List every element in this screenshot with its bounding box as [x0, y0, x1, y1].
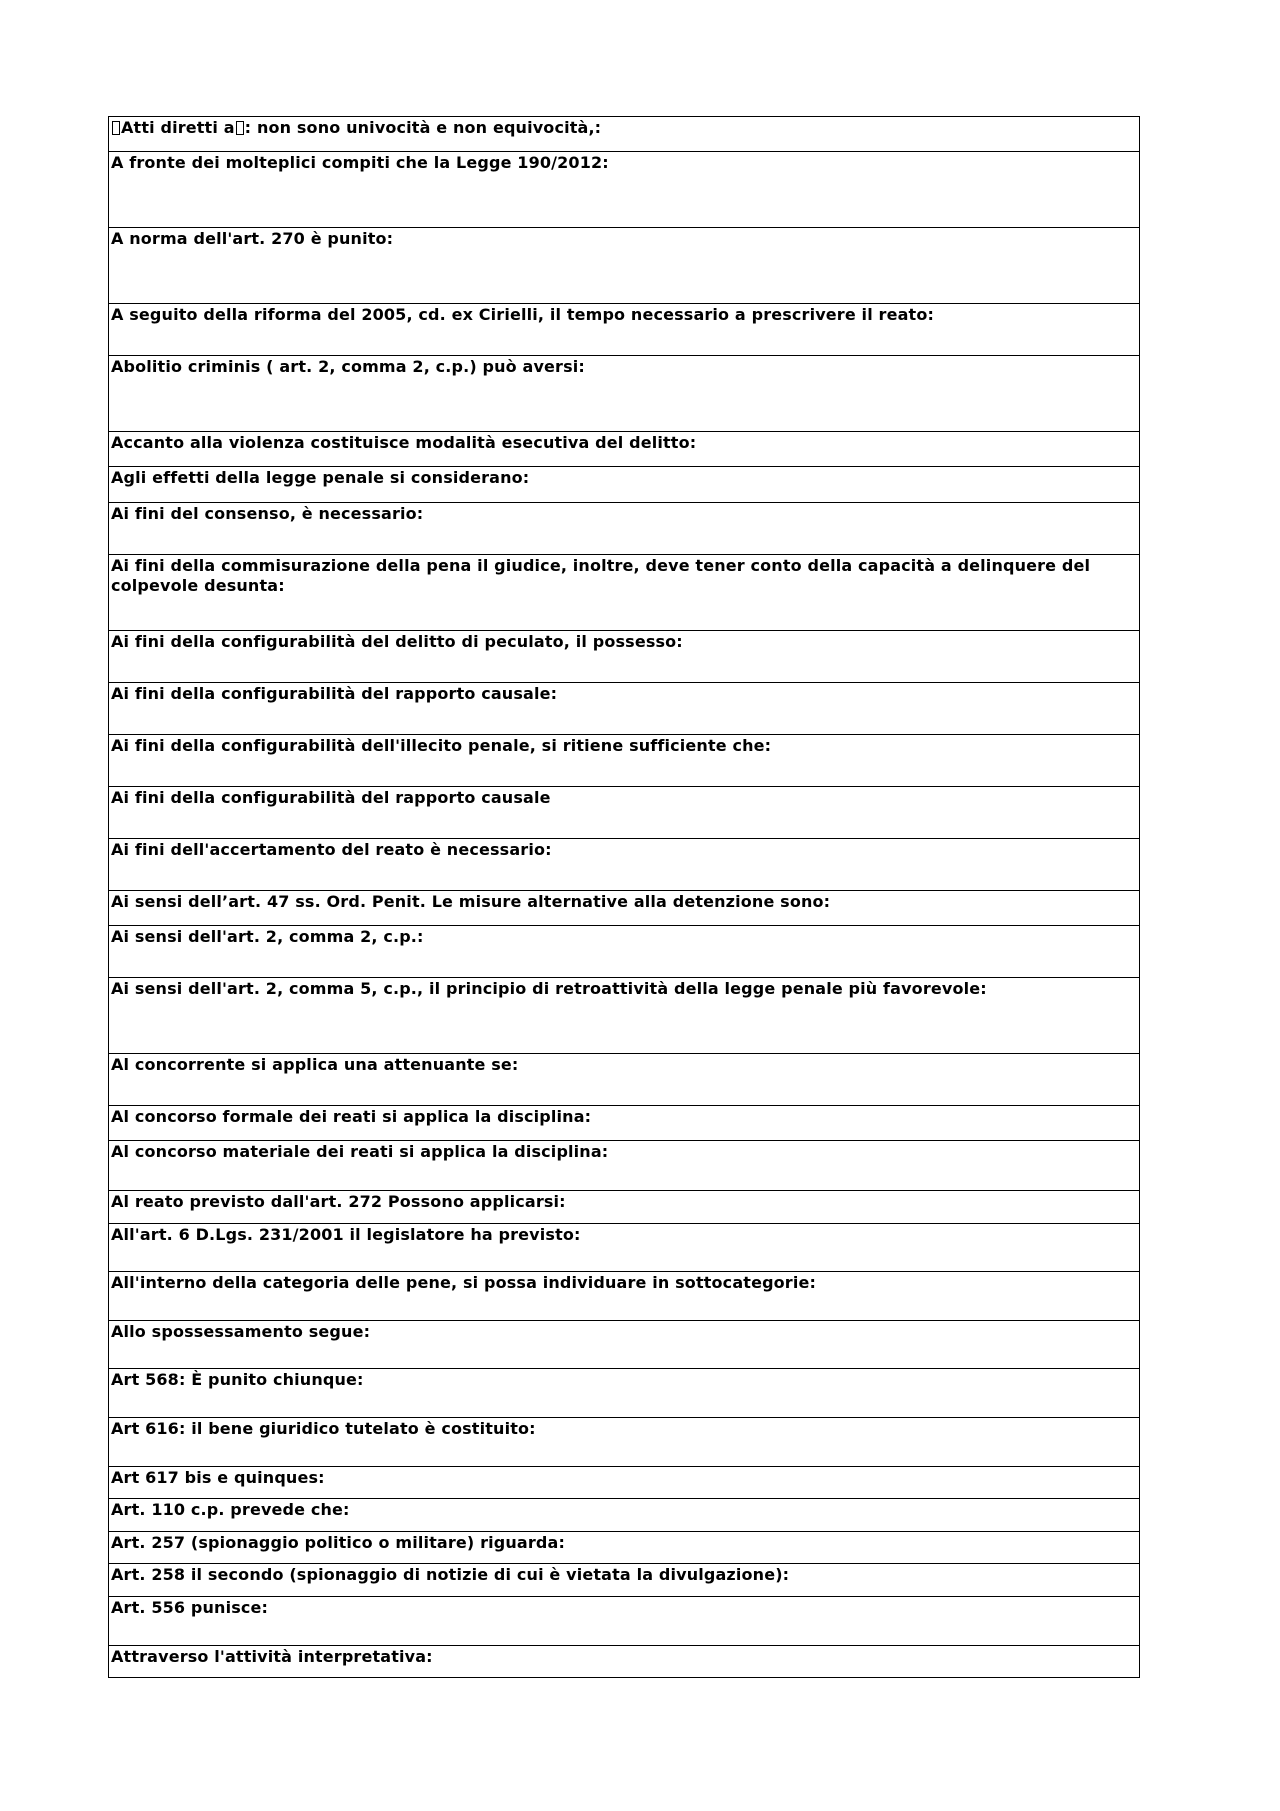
question-cell[interactable]: Allo spossessamento segue:: [109, 1321, 1140, 1369]
table-row: [109, 467, 1140, 503]
question-cell[interactable]: Art 617 bis e quinques:: [109, 1467, 1140, 1499]
question-cell[interactable]: Art 568: È punito chiunque:: [109, 1369, 1140, 1418]
table-row: [109, 1191, 1140, 1224]
question-cell[interactable]: Agli effetti della legge penale si considerano:: [109, 467, 1140, 503]
question-cell[interactable]: Abolitio criminis ( art. 2, comma 2, c.p.) può aversi:: [109, 356, 1140, 432]
question-cell[interactable]: Ai fini della commisurazione della pena il giudice, inoltre, deve tener conto della capacità a delinquere del colpevole desunta:: [109, 555, 1140, 631]
table-row: [109, 555, 1140, 631]
table-row: [109, 1564, 1140, 1597]
question-cell[interactable]: Ai fini della configurabilità del rapporto causale:: [109, 683, 1140, 735]
table-row: [109, 1597, 1140, 1646]
question-cell[interactable]: A fronte dei molteplici compiti che la Legge 190/2012:: [109, 152, 1140, 228]
question-cell[interactable]: Ai fini della configurabilità del rapporto causale: [109, 787, 1140, 839]
table-row: [109, 631, 1140, 683]
question-cell[interactable]: A norma dell'art. 270 è punito:: [109, 228, 1140, 304]
table-row: [109, 1321, 1140, 1369]
table-row: [109, 1224, 1140, 1272]
table-row: [109, 117, 1140, 152]
question-cell[interactable]: Ai sensi dell’art. 47 ss. Ord. Penit. Le misure alternative alla detenzione sono:: [109, 891, 1140, 926]
table-row: [109, 787, 1140, 839]
question-cell[interactable]: Attraverso l'attività interpretativa:: [109, 1646, 1140, 1678]
table-row: [109, 304, 1140, 356]
table-row: [109, 1106, 1140, 1141]
question-cell[interactable]: Ai fini del consenso, è necessario:: [109, 503, 1140, 555]
table-row: [109, 839, 1140, 891]
table-row: [109, 683, 1140, 735]
question-cell[interactable]: All'interno della categoria delle pene, si possa individuare in sottocategorie:: [109, 1272, 1140, 1321]
question-table-body: [109, 117, 1140, 1678]
question-cell[interactable]: Art. 556 punisce:: [109, 1597, 1140, 1646]
question-cell[interactable]: Al concorrente si applica una attenuante se:: [109, 1054, 1140, 1106]
table-row: [109, 503, 1140, 555]
question-cell[interactable]: A seguito della riforma del 2005, cd. ex Cirielli, il tempo necessario a prescrivere il reato:: [109, 304, 1140, 356]
question-cell[interactable]: Ai sensi dell'art. 2, comma 2, c.p.:: [109, 926, 1140, 978]
question-table: [108, 116, 1140, 1678]
question-cell[interactable]: Art. 257 (spionaggio politico o militare) riguarda:: [109, 1532, 1140, 1564]
table-row: [109, 1467, 1140, 1499]
missing-glyph-box: [112, 121, 120, 135]
question-cell[interactable]: Al reato previsto dall'art. 272 Possono applicarsi:: [109, 1191, 1140, 1224]
table-row: [109, 228, 1140, 304]
table-row: [109, 1499, 1140, 1532]
question-cell[interactable]: Art. 110 c.p. prevede che:: [109, 1499, 1140, 1532]
table-row: [109, 1054, 1140, 1106]
table-row: [109, 926, 1140, 978]
table-row: [109, 1141, 1140, 1191]
question-cell[interactable]: Ai sensi dell'art. 2, comma 5, c.p., il principio di retroattività della legge penale più favorevole:: [109, 978, 1140, 1054]
question-cell[interactable]: Al concorso materiale dei reati si applica la disciplina:: [109, 1141, 1140, 1191]
question-cell[interactable]: Ai fini della configurabilità del delitto di peculato, il possesso:: [109, 631, 1140, 683]
question-cell[interactable]: All'art. 6 D.Lgs. 231/2001 il legislatore ha previsto:: [109, 1224, 1140, 1272]
table-row: [109, 1369, 1140, 1418]
table-row: [109, 1272, 1140, 1321]
table-row: [109, 356, 1140, 432]
table-row: [109, 152, 1140, 228]
question-cell[interactable]: Ai fini dell'accertamento del reato è necessario:: [109, 839, 1140, 891]
table-row: [109, 891, 1140, 926]
table-row: [109, 978, 1140, 1054]
question-cell[interactable]: Art. 258 il secondo (spionaggio di notizie di cui è vietata la divulgazione):: [109, 1564, 1140, 1597]
table-row: [109, 735, 1140, 787]
table-row: [109, 432, 1140, 467]
table-row: [109, 1646, 1140, 1678]
question-cell[interactable]: Art 616: il bene giuridico tutelato è costituito:: [109, 1418, 1140, 1467]
question-cell[interactable]: Accanto alla violenza costituisce modalità esecutiva del delitto:: [109, 432, 1140, 467]
table-row: [109, 1418, 1140, 1467]
question-cell[interactable]: Atti diretti a : non sono univocità e non equivocità,:: [109, 117, 1140, 152]
missing-glyph-box: [236, 121, 244, 135]
question-cell[interactable]: Al concorso formale dei reati si applica la disciplina:: [109, 1106, 1140, 1141]
question-cell[interactable]: Ai fini della configurabilità dell'illecito penale, si ritiene sufficiente che:: [109, 735, 1140, 787]
table-row: [109, 1532, 1140, 1564]
